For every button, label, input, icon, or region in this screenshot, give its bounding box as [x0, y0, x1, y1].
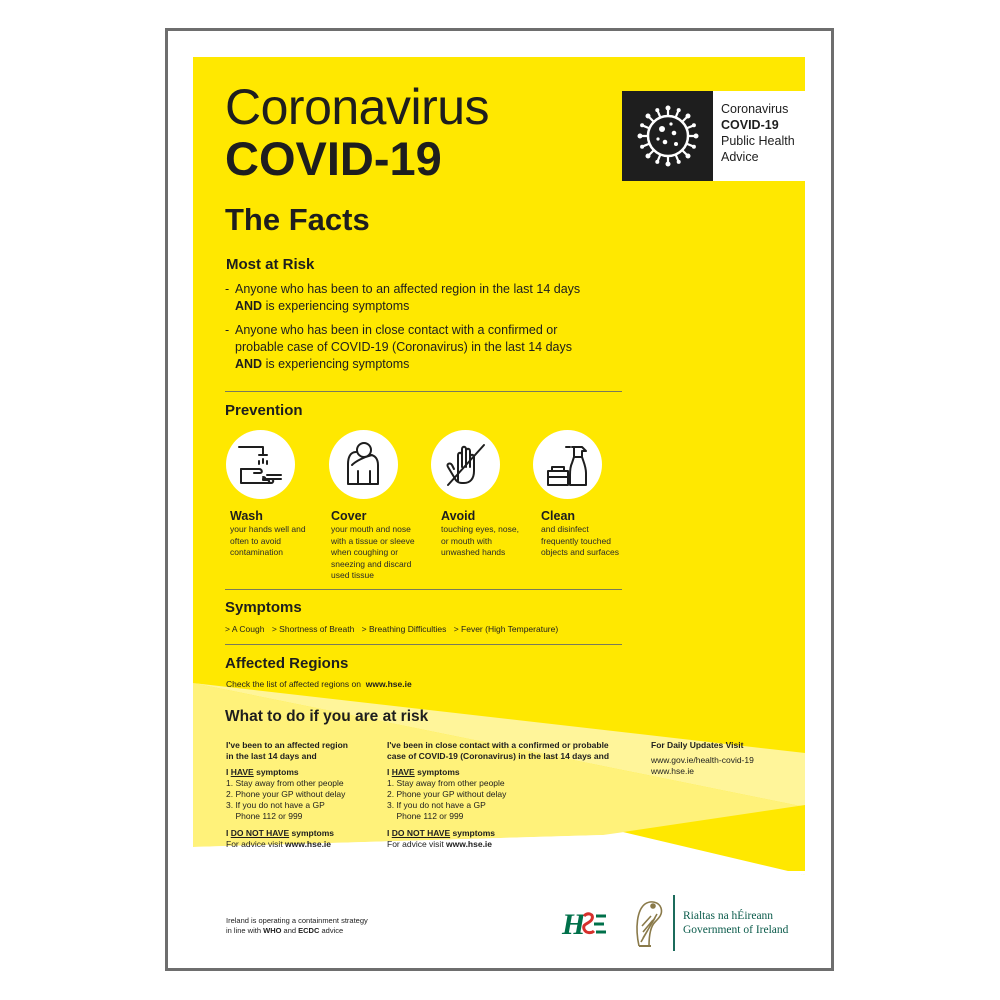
symptom-item: > Fever (High Temperature)	[453, 624, 559, 634]
prevention-label-wash: Wash	[230, 509, 263, 523]
logo-divider	[673, 895, 675, 951]
prevention-desc-cover: your mouth and nose with a tissue or sleeve when coughing or sneezing and discard used tissue	[331, 524, 415, 580]
title-covid-19: COVID-19	[225, 132, 442, 185]
prevention-heading: Prevention	[225, 402, 303, 419]
no-touch-icon	[431, 430, 500, 499]
daily-updates-block	[651, 740, 801, 777]
advice-box-text	[713, 91, 795, 181]
prevention-desc-clean: and disinfect frequently touched objects and surfaces	[541, 524, 619, 557]
title-coronavirus: Coronavirus	[225, 79, 490, 135]
advice-line-2: COVID-19	[721, 118, 779, 132]
public-health-advice-badge	[622, 91, 805, 181]
advice-line-3: Public Health	[721, 134, 795, 148]
prevention-desc-avoid: touching eyes, nose, or mouth with unwashed hands	[441, 524, 519, 557]
divider	[225, 644, 622, 645]
hse-link[interactable]: www.hse.ie	[285, 839, 332, 849]
daily-updates-heading: For Daily Updates Visit	[651, 740, 744, 750]
prevention-label-clean: Clean	[541, 509, 576, 523]
divider	[225, 589, 622, 590]
symptom-item: > A Cough	[225, 624, 265, 634]
divider	[225, 391, 622, 392]
gov-line-english: Government of Ireland	[683, 924, 789, 936]
subtitle-the-facts: The Facts	[225, 202, 370, 237]
government-of-ireland-logo	[683, 909, 813, 937]
symptom-item: > Shortness of Breath	[271, 624, 355, 634]
risk-2-line-3: is experiencing symptoms	[265, 357, 410, 371]
affected-regions-text: Check the list of affected regions on www.hse.ie	[226, 679, 412, 689]
what-to-do-heading: What to do if you are at risk	[225, 708, 429, 725]
risk-1-and: AND	[235, 299, 263, 313]
affected-regions-link[interactable]: www.hse.ie	[365, 679, 412, 689]
risk-item: - Anyone who has been in close contact with a confirmed or probable case of COVID-19 (Coronavirus) in the last 14 days AND is experiencing symptoms	[225, 322, 625, 376]
hse-link[interactable]: www.hse.ie	[446, 839, 493, 849]
gov-ie-link[interactable]: www.gov.ie/health-covid-19	[651, 755, 754, 765]
prevention-desc-wash: your hands well and often to avoid contamination	[230, 524, 306, 557]
risk-1-line-1: Anyone who has been to an affected region in the last 14 days	[235, 282, 581, 296]
risk-2-line-2: probable case of COVID-19 (Coronavirus) in the last 14 days	[235, 340, 572, 354]
risk-item: - Anyone who has been to an affected region in the last 14 days AND is experiencing symptoms	[225, 281, 625, 317]
symptom-item: > Breathing Difficulties	[361, 624, 447, 634]
risk-2-and: AND	[235, 357, 263, 371]
svg-text:H: H	[562, 908, 586, 941]
harp-icon	[631, 898, 667, 950]
advice-line-1: Coronavirus	[721, 102, 789, 116]
what-to-do-affected-region-column: I've been to an affected region in the last 14 days and I HAVE symptoms 1. Stay away from other people 2. Phone your GP without delay 3. If you do not have a GP Phone 112 or 999 I DO NOT HAVE symptoms For advice visit www.hse.ie	[226, 740, 348, 849]
gov-line-irish: Rialtas na hÉireann	[683, 910, 774, 922]
risk-1-line-2: is experiencing symptoms	[265, 299, 410, 313]
containment-note: Ireland is operating a containment strategy in line with WHO and ECDC advice	[226, 916, 368, 935]
spray-cleaner-icon	[533, 430, 602, 499]
symptoms-heading: Symptoms	[225, 599, 302, 616]
hand-wash-icon	[226, 430, 295, 499]
what-to-do-close-contact-column: I've been in close contact with a confirmed or probable case of COVID-19 (Coronavirus) in the last 14 days and I HAVE symptoms 1. Stay away from other people 2. Phone your GP without delay 3. If you do not have a GP Phone 112 or 999 I DO NOT HAVE symptoms For advice visit www.hse.ie	[387, 740, 610, 849]
affected-regions-heading: Affected Regions	[225, 655, 349, 672]
symptoms-list	[225, 623, 563, 635]
risk-2-line-1: Anyone who has been in close contact with a confirmed or	[235, 323, 558, 337]
virus-icon	[622, 91, 713, 181]
prevention-label-avoid: Avoid	[441, 509, 476, 523]
prevention-label-cover: Cover	[331, 509, 367, 523]
hse-logo	[560, 904, 610, 944]
hse-ie-link[interactable]: www.hse.ie	[651, 766, 694, 776]
advice-line-4: Advice	[721, 150, 759, 164]
cough-cover-icon	[329, 430, 398, 499]
most-at-risk-heading: Most at Risk	[226, 256, 315, 273]
